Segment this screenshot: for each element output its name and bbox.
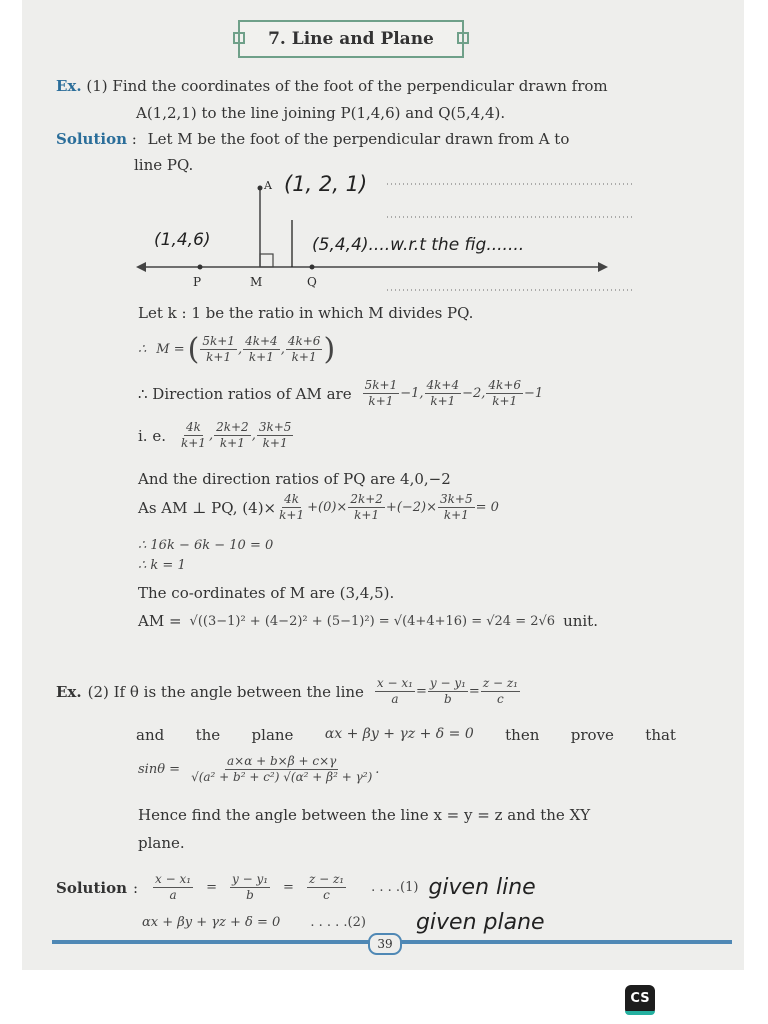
dr-am-tail-3: −1 [524, 386, 544, 401]
perp-condition [138, 492, 499, 523]
ex2-line-frac-x: $\frac{\text{x − x₁}}{a}$ [376, 676, 413, 706]
arrow-left-icon [136, 262, 146, 272]
sol-frac-z: $\frac{\text{z − z₁}}{c}$ [308, 872, 345, 902]
camscanner-watermark-icon [625, 985, 655, 1015]
fig-label-q: Q [307, 275, 317, 289]
point-a [258, 186, 263, 191]
ex1-solution-colon: : [131, 130, 137, 148]
sin-theta-formula [138, 754, 379, 785]
fig-label-a: A [264, 179, 272, 192]
m-frac-z: $\frac{4k+6}{k+1}$ [287, 334, 321, 364]
perp-prefix: As AM ⊥ PQ, (4)× [138, 498, 277, 517]
hence-line2: plane. [138, 834, 185, 852]
sin-label: sinθ = [138, 762, 181, 777]
perp-frac-3: $\frac{3k+5}{k+1}$ [440, 492, 473, 522]
ie-label: i. e. [138, 426, 166, 445]
ex1-question-text1: (1) Find the coordinates of the foot of the perpendicular drawn from [86, 77, 608, 95]
dr-am-line [138, 378, 543, 409]
ex1-label: Ex. [56, 77, 82, 95]
point-p [198, 265, 203, 270]
m-coordinates: ∴ M = ( $\frac{5k+1}{k+1}$ , $\frac{4k+4}{k+1}$ , $\frac{4k+6}{k+1}$ ) [138, 332, 336, 367]
point-q [310, 265, 315, 270]
dr-am-tail-1: −1, [400, 386, 424, 401]
ex1-solution-line2: line PQ. [134, 156, 194, 174]
sol-eq1-tag: . . . .(1) [371, 880, 419, 895]
ratio-line: Let k : 1 be the ratio in which M divides PQ. [138, 304, 474, 322]
ex2-then: then [505, 726, 540, 744]
dr-am-frac-2: $\frac{4k+4}{k+1}$ [426, 378, 460, 408]
ex2-the: the [195, 726, 221, 744]
sol-eq-2: = [283, 880, 294, 895]
m-equals: M = [156, 342, 185, 357]
fig-label-p: P [193, 275, 202, 289]
perp-frac-1: $\frac{4k}{k+1}$ [279, 492, 305, 522]
sin-dot: . [375, 762, 380, 777]
ex2-eq-1: = [415, 684, 427, 699]
perp-term-3: +(−2)× [385, 500, 438, 515]
chapter-title-box [238, 20, 464, 58]
sol-plane-eq: αx + βy + γz + δ = 0 [142, 915, 281, 930]
ex2-plane: plane [251, 726, 294, 744]
ie-frac-3: $\frac{3k+5}{k+1}$ [258, 420, 292, 450]
dr-am-text: ∴ Direction ratios of AM are [138, 384, 352, 403]
ie-line [138, 420, 294, 451]
ex2-plane-eq: αx + βy + γz + δ = 0 [324, 726, 474, 742]
m-frac-x: $\frac{5k+1}{k+1}$ [202, 334, 235, 364]
sol-eq-1: = [206, 880, 217, 895]
ex2-question-line1 [56, 676, 521, 707]
chapter-title: 7. Line and Plane [268, 29, 434, 49]
step-2: ∴ k = 1 [138, 558, 186, 573]
perp-eq0: = 0 [475, 500, 499, 515]
sin-fraction: $\frac{a\times\alpha + b\times\beta + c\times\gamma}{\text{√(a² + b² + c²) √(α² + β² + γ²)}}$ [191, 754, 373, 784]
arrow-right-icon [598, 262, 608, 272]
ie-frac-2: $\frac{2k+2}{k+1}$ [216, 420, 249, 450]
fig-hand-p: (1,4,6) [154, 230, 211, 250]
fig-hand-a: (1, 2, 1) [284, 172, 368, 196]
ie-tail-2: , [251, 428, 256, 443]
hence-line1: Hence find the angle between the line x = y = z and the XY [138, 806, 591, 824]
ex1-solution-label: Solution [56, 130, 127, 148]
ie-frac-1: $\frac{4k}{k+1}$ [180, 420, 206, 450]
ex2-and: and [136, 726, 165, 744]
perp-frac-2: $\frac{2k+2}{k+1}$ [350, 492, 383, 522]
ex2-solution-line2 [142, 910, 545, 935]
perp-term-2: +(0)× [307, 500, 348, 515]
sol-hand-given-plane: given plane [415, 910, 545, 935]
dr-am-frac-3: $\frac{4k+6}{k+1}$ [488, 378, 522, 408]
am-expression: √((3−1)² + (4−2)² + (5−1)²) = √(4+4+16) = √24 = 2√6 [189, 613, 556, 629]
ex2-question-text1: (2) If θ is the angle between the line [87, 682, 364, 701]
fig-hand-q: (5,4,4)....w.r.t the fig....... [312, 235, 525, 255]
step-1: ∴ 16k − 6k − 10 = 0 [138, 538, 274, 553]
am-length-line [138, 612, 598, 630]
paren-close: ) [323, 332, 336, 367]
fig-label-m: M [250, 275, 263, 289]
watermark-text: CS [630, 991, 650, 1006]
ex2-line-frac-y: $\frac{\text{y − y₁}}{b}$ [429, 676, 466, 706]
page-number: 39 [368, 933, 402, 955]
ex2-solution-line1 [56, 872, 536, 903]
ex2-solution-colon: : [132, 878, 139, 897]
ex1-solution-text1: Let M be the foot of the perpendicular drawn from A to [147, 130, 570, 148]
title-ornament-left-icon [233, 32, 245, 44]
am-label: AM = [138, 612, 182, 630]
ex2-that: that [645, 726, 676, 744]
right-angle-mark [260, 254, 273, 267]
therefore-symbol: ∴ [138, 342, 147, 357]
ex2-label: Ex. [56, 682, 82, 701]
coord-result: The co-ordinates of M are (3,4,5). [138, 584, 395, 602]
ex1-solution-line1 [56, 130, 569, 148]
sol-frac-y: $\frac{\text{y − y₁}}{b}$ [231, 872, 269, 902]
sol-hand-given-line: given line [428, 875, 536, 900]
sol-frac-x: $\frac{\text{x − x₁}}{a}$ [155, 872, 192, 902]
document-page [22, 0, 744, 970]
ex2-line-frac-z: $\frac{\text{z − z₁}}{c}$ [482, 676, 518, 706]
watermark-bar [625, 1011, 655, 1015]
m-frac-y: $\frac{4k+4}{k+1}$ [245, 334, 278, 364]
ie-tail-1: , [208, 428, 214, 443]
ex2-eq-2: = [468, 684, 480, 699]
ex1-question-line1 [56, 77, 608, 95]
dr-am-tail-2: −2, [462, 386, 486, 401]
dr-am-frac-1: $\frac{5k+1}{k+1}$ [364, 378, 398, 408]
sol-eq2-tag: . . . . .(2) [310, 915, 366, 930]
ex2-solution-label: Solution [56, 878, 127, 897]
ex2-question-line2 [136, 726, 676, 744]
ex1-question-line2: A(1,2,1) to the line joining P(1,4,6) and Q(5,4,4). [136, 104, 506, 122]
paren-open: ( [187, 332, 200, 367]
ex2-prove: prove [570, 726, 614, 744]
am-unit: unit. [563, 612, 598, 630]
title-ornament-right-icon [457, 32, 469, 44]
dr-pq-line: And the direction ratios of PQ are 4,0,−2 [138, 470, 451, 488]
